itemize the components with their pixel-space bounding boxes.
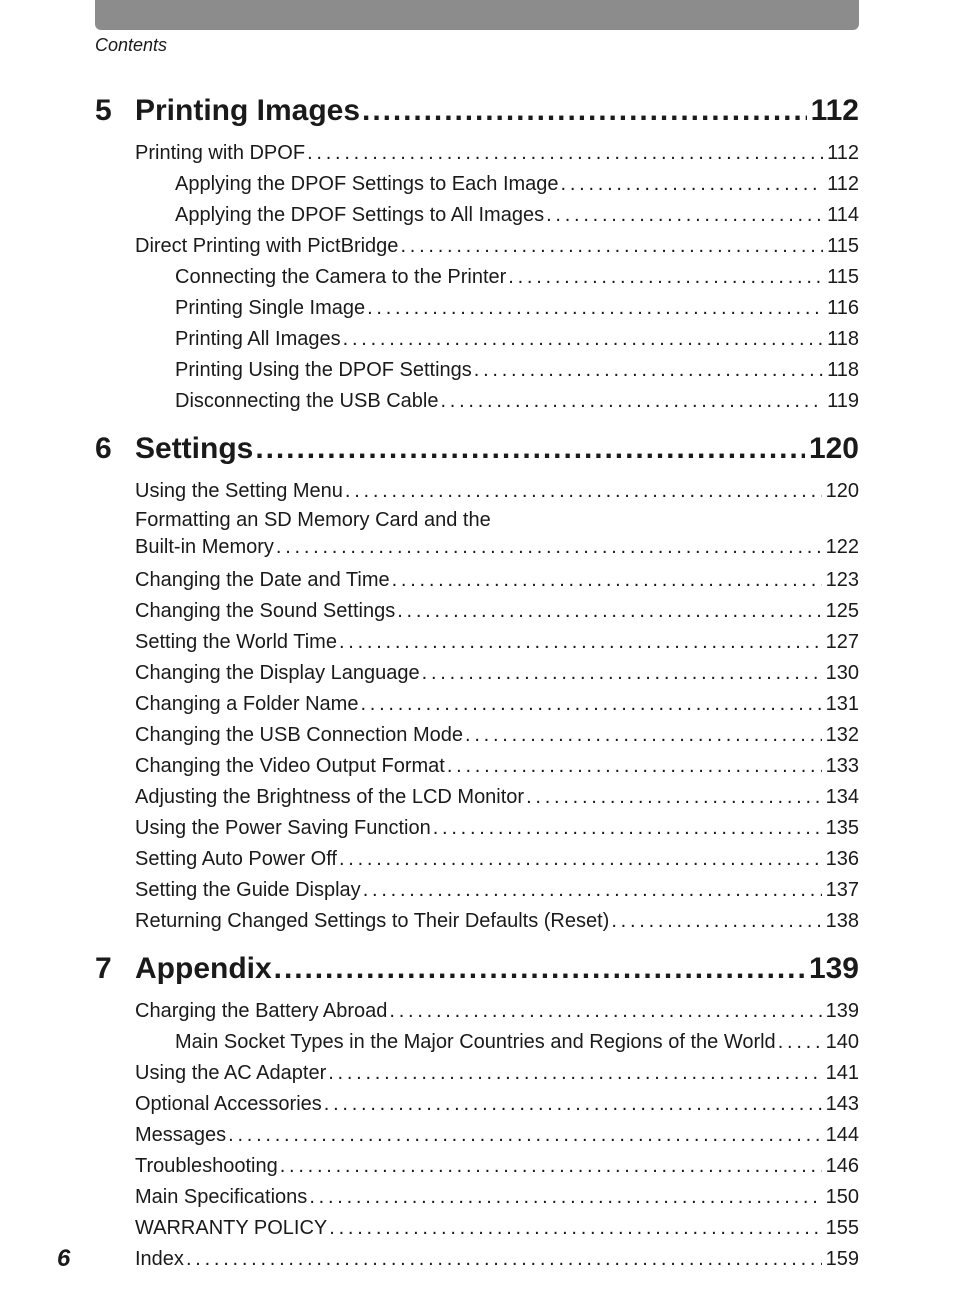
toc-entry[interactable] xyxy=(135,1151,859,1182)
toc-entry[interactable] xyxy=(175,200,859,231)
entry-page: 119 xyxy=(827,390,859,412)
toc-entry[interactable] xyxy=(135,1213,859,1244)
chapter-spacer xyxy=(95,937,859,944)
entry-title: Applying the DPOF Settings to Each Image xyxy=(175,173,559,195)
entry-page: 132 xyxy=(825,724,859,746)
chapter-section xyxy=(95,946,859,1282)
entry-page: 155 xyxy=(825,1217,859,1239)
toc-entry[interactable] xyxy=(175,324,859,355)
toc-entry[interactable] xyxy=(175,1027,859,1058)
toc-entry[interactable] xyxy=(135,875,859,906)
chapter-title: Printing Images xyxy=(135,94,361,127)
toc-entry[interactable] xyxy=(135,507,859,565)
entry-title: Changing the Sound Settings xyxy=(135,600,396,622)
toc-entry[interactable] xyxy=(135,231,859,262)
entry-page: 159 xyxy=(825,1248,859,1270)
dot-leader xyxy=(343,324,823,355)
dot-leader xyxy=(546,200,823,231)
dot-leader xyxy=(255,432,805,466)
entry-title: Connecting the Camera to the Printer xyxy=(175,266,507,288)
toc-entry[interactable] xyxy=(175,293,859,324)
entry-page: 122 xyxy=(825,536,859,558)
dot-leader xyxy=(440,386,823,417)
entry-title: Printing All Images xyxy=(175,328,341,350)
entry-title: WARRANTY POLICY xyxy=(135,1217,328,1239)
entry-page: 112 xyxy=(827,173,859,195)
chapter-title: Settings xyxy=(135,432,254,465)
entry-title: Printing with DPOF xyxy=(135,142,306,164)
dot-leader xyxy=(561,169,824,200)
dot-leader xyxy=(360,689,821,720)
entry-title: Using the AC Adapter xyxy=(135,1062,327,1084)
entry-page: 136 xyxy=(825,848,859,870)
chapter-title: Appendix xyxy=(135,952,272,985)
entry-page: 112 xyxy=(827,142,859,164)
toc-entry[interactable] xyxy=(135,476,859,507)
entry-title: Messages xyxy=(135,1124,227,1146)
toc-entry[interactable] xyxy=(135,1182,859,1213)
toc-entry[interactable] xyxy=(135,906,859,937)
dot-leader xyxy=(362,94,807,128)
toc-entry[interactable] xyxy=(135,1058,859,1089)
toc-entry[interactable] xyxy=(135,689,859,720)
entry-page: 143 xyxy=(825,1093,859,1115)
dot-leader xyxy=(400,231,823,262)
entry-title: Adjusting the Brightness of the LCD Monitor xyxy=(135,786,525,808)
toc-entry[interactable] xyxy=(135,844,859,875)
dot-leader xyxy=(778,1027,822,1058)
chapter-number: 7 xyxy=(95,952,112,985)
chapter-number: 5 xyxy=(95,94,112,127)
entry-title: Changing the Video Output Format xyxy=(135,755,445,777)
dot-leader xyxy=(363,875,822,906)
entry-title: Changing a Folder Name xyxy=(135,693,359,715)
entry-page: 140 xyxy=(825,1031,859,1053)
dot-leader xyxy=(274,952,805,986)
dot-leader xyxy=(367,293,823,324)
dot-leader xyxy=(339,844,822,875)
toc-entry[interactable] xyxy=(135,138,859,169)
chapter-number: 6 xyxy=(95,432,112,465)
entry-page: 141 xyxy=(825,1062,859,1084)
entry-title: Main Socket Types in the Major Countries and Regions of the World xyxy=(175,1031,776,1053)
dot-leader xyxy=(276,534,822,561)
dot-leader xyxy=(307,138,823,169)
dot-leader xyxy=(280,1151,822,1182)
entry-page: 115 xyxy=(827,266,859,288)
toc-entry[interactable] xyxy=(135,720,859,751)
entry-page: 118 xyxy=(827,328,859,350)
entry-page: 115 xyxy=(827,235,859,257)
entry-title: Main Specifications xyxy=(135,1186,308,1208)
chapter-heading[interactable] xyxy=(95,426,859,476)
entry-page: 135 xyxy=(825,817,859,839)
dot-leader xyxy=(474,355,823,386)
entry-page: 114 xyxy=(827,204,859,226)
entry-page: 134 xyxy=(825,786,859,808)
dot-leader xyxy=(526,782,822,813)
chapter-section xyxy=(95,426,859,944)
entry-page: 118 xyxy=(827,359,859,381)
chapter-heading[interactable] xyxy=(95,946,859,996)
dot-leader xyxy=(611,906,821,937)
toc-entry[interactable] xyxy=(135,996,859,1027)
chapter-page: 120 xyxy=(808,432,859,465)
entry-title: Setting the World Time xyxy=(135,631,337,653)
entry-title: Using the Setting Menu xyxy=(135,480,343,502)
dot-leader xyxy=(228,1120,821,1151)
entry-title: Returning Changed Settings to Their Defaults (Reset) xyxy=(135,910,610,932)
entry-page: 116 xyxy=(827,297,859,319)
page-number: 6 xyxy=(57,1245,71,1272)
dot-leader xyxy=(392,565,822,596)
dot-leader xyxy=(309,1182,821,1213)
toc-entry[interactable] xyxy=(135,1089,859,1120)
dot-leader xyxy=(328,1058,821,1089)
chapter-spacer xyxy=(95,1275,859,1282)
entry-page: 125 xyxy=(825,600,859,622)
running-head: Contents xyxy=(95,35,168,55)
entry-title: Changing the Date and Time xyxy=(135,569,390,591)
entry-title: Direct Printing with PictBridge xyxy=(135,235,399,257)
entry-title: Printing Single Image xyxy=(175,297,366,319)
toc-entry[interactable] xyxy=(135,1244,859,1275)
toc-entry[interactable] xyxy=(135,1120,859,1151)
entry-title: Setting the Guide Display xyxy=(135,879,361,901)
entry-title: Disconnecting the USB Cable xyxy=(175,390,439,412)
entry-page: 150 xyxy=(825,1186,859,1208)
entry-page: 146 xyxy=(825,1155,859,1177)
toc-entry[interactable] xyxy=(135,813,859,844)
toc-entry[interactable] xyxy=(175,169,859,200)
table-of-contents xyxy=(95,88,859,1284)
toc-entry[interactable] xyxy=(135,627,859,658)
dot-leader xyxy=(324,1089,822,1120)
toc-entry[interactable] xyxy=(175,262,859,293)
chapter-page: 112 xyxy=(810,94,859,127)
entry-title: Using the Power Saving Function xyxy=(135,817,431,839)
entry-page: 138 xyxy=(825,910,859,932)
entry-page: 131 xyxy=(825,693,859,715)
entry-page: 120 xyxy=(825,480,859,502)
entry-page: 130 xyxy=(825,662,859,684)
chapter-section xyxy=(95,88,859,424)
entry-page: 123 xyxy=(825,569,859,591)
entry-title: Changing the USB Connection Mode xyxy=(135,724,463,746)
entry-title: Applying the DPOF Settings to All Images xyxy=(175,204,545,226)
toc-entry[interactable] xyxy=(135,782,859,813)
toc-entry[interactable] xyxy=(135,565,859,596)
entry-title: Index xyxy=(135,1248,184,1270)
entry-page: 139 xyxy=(825,1000,859,1022)
toc-entry[interactable] xyxy=(175,386,859,417)
dot-leader xyxy=(433,813,822,844)
chapter-spacer xyxy=(95,417,859,424)
toc-entry[interactable] xyxy=(175,355,859,386)
dot-leader xyxy=(329,1213,821,1244)
toc-entry[interactable] xyxy=(135,596,859,627)
header-bar xyxy=(95,0,859,30)
dot-leader xyxy=(447,751,822,782)
dot-leader xyxy=(339,627,822,658)
entry-page: 144 xyxy=(825,1124,859,1146)
dot-leader xyxy=(186,1244,822,1275)
entry-title: Optional Accessories xyxy=(135,1093,322,1115)
dot-leader xyxy=(422,658,822,689)
chapter-page: 139 xyxy=(808,952,859,985)
entry-title: Charging the Battery Abroad xyxy=(135,1000,388,1022)
dot-leader xyxy=(389,996,821,1027)
chapter-heading[interactable] xyxy=(95,88,859,138)
toc-entry[interactable] xyxy=(135,751,859,782)
entry-title: Changing the Display Language xyxy=(135,662,420,684)
entry-page: 137 xyxy=(825,879,859,901)
entry-title: Troubleshooting xyxy=(135,1155,278,1177)
entry-title: Printing Using the DPOF Settings xyxy=(175,359,472,381)
dot-leader xyxy=(345,476,822,507)
dot-leader xyxy=(397,596,821,627)
entry-page: 127 xyxy=(825,631,859,653)
entry-page: 133 xyxy=(825,755,859,777)
toc-entry[interactable] xyxy=(135,658,859,689)
dot-leader xyxy=(465,720,822,751)
entry-title: Setting Auto Power Off xyxy=(135,848,337,870)
dot-leader xyxy=(508,262,823,293)
entry-title: Built-in Memory xyxy=(135,536,274,558)
entry-title-line1: Formatting an SD Memory Card and the xyxy=(135,509,491,531)
